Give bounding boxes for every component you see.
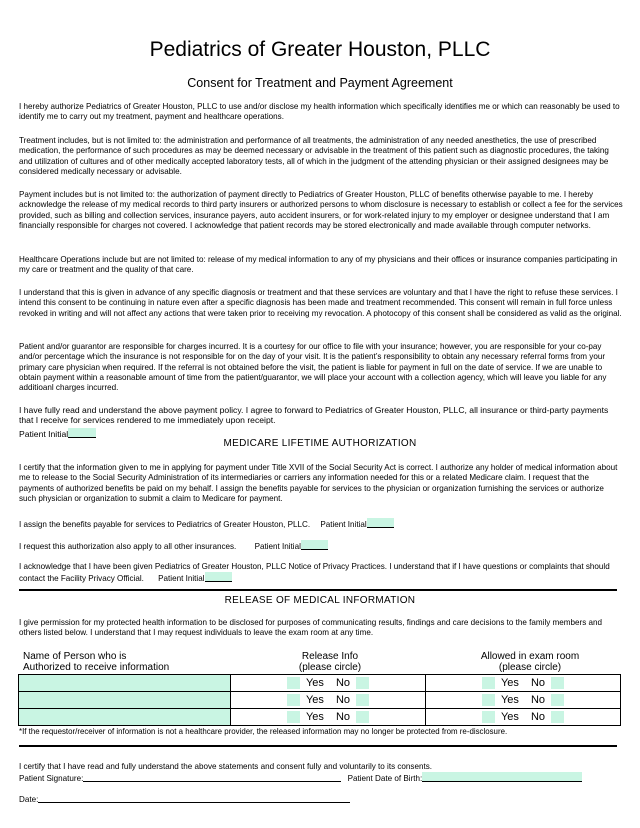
date-field[interactable]	[38, 793, 350, 803]
payment-paragraph: Payment includes but is not limited to: the authorization of payment directly to Pediatrics of Greater Houston, PLLC of benefits otherwise payable to me. I hereby acknowledge the release of my medical records to third party insurers or authorized persons to whom disclosure is necessary to establish or collect a fee for the services provided, such as billing and collection services, insurance payers, auto accident insurers, or for work-related injury to my employer or designee understand that I am financially responsible for charges not covered. I acknowledge that patient records may be stored electronically and made available through computer networks.	[19, 190, 623, 230]
document-title: Pediatrics of Greater Houston, PLLC	[149, 38, 491, 61]
exam-room-choice	[426, 709, 621, 726]
medicare-heading: MEDICARE LIFETIME AUTHORIZATION	[223, 438, 417, 449]
name-column-header-line2: Authorized to receive information	[23, 662, 170, 673]
patient-initial-label: Patient Initial	[254, 542, 301, 551]
exam-column-header	[460, 651, 600, 673]
patient-initial-label: Patient Initial	[158, 574, 205, 584]
document-subtitle: Consent for Treatment and Payment Agreement	[187, 76, 453, 90]
section-divider	[19, 589, 617, 591]
release-column-header-line1: Release Info	[301, 651, 359, 662]
table-row	[19, 692, 621, 709]
name-column-header-line1: Name of Person who is	[23, 651, 127, 662]
release-info-choice	[231, 692, 426, 709]
release-column-header	[270, 651, 390, 673]
request-authorization-text: I request this authorization also apply to all other insurances.	[19, 542, 237, 551]
date-label: Date:	[19, 795, 39, 804]
operations-paragraph: Healthcare Operations include but are not limited to: release of my medical information to any of my physicians and their offices or insurance companies participating in my care or treatment and the quality of that care.	[19, 255, 618, 275]
no-checkbox[interactable]	[551, 711, 564, 723]
patient-initial-field[interactable]	[205, 572, 232, 582]
release-paragraph: I give permission for my protected health information to be disclosed for purposes of communicating results, findings and care decisions to the family members and others listed below. I understand that I may request individuals to leave the exam room at any time.	[19, 618, 603, 638]
responsibility-paragraph: Patient and/or guarantor are responsible for charges incurred. It is a courtesy for our office to file with your insurance; however, you are responsible for your co-pay and/or percentage which the insurance is not responsible for on the day of your visit. It is the patient’s responsibility to obtain any necessary referral forms from your primary care physician when required. If the referral is not obtained before the visit, the patient is liable for payment in full on the date of service. If we are unable to obtain payment within a reasonable amount of time from the patient/guarantor, we will place your account with a collection agency, which will leave you liable for any additioanl charges incurred.	[19, 342, 607, 393]
certify-statement: I certify that I have read and fully understand the above statements and consent fully and voluntarily to its consents.	[19, 762, 433, 771]
patient-initial-field[interactable]	[68, 428, 96, 438]
name-column-header	[23, 651, 169, 673]
yes-checkbox[interactable]	[287, 711, 300, 723]
exam-room-choice	[426, 692, 621, 709]
privacy-acknowledge-row	[19, 562, 623, 585]
release-heading: RELEASE OF MEDICAL INFORMATION	[224, 595, 416, 606]
no-checkbox[interactable]	[356, 694, 369, 706]
assign-benefits-row	[19, 518, 394, 529]
patient-initial-label: Patient Initial	[320, 520, 367, 529]
signature-row	[19, 772, 582, 783]
authorized-person-name-field[interactable]	[19, 675, 231, 692]
patient-signature-field[interactable]	[83, 772, 341, 782]
yes-label[interactable]: Yes	[305, 694, 324, 706]
patient-initial-label: Patient Initial	[19, 429, 69, 439]
no-label[interactable]: No	[530, 694, 545, 706]
table-row	[19, 675, 621, 692]
no-checkbox[interactable]	[551, 694, 564, 706]
treatment-paragraph: Treatment includes, but is not limited to: the administration and performance of all treatments, the administration of any needed anesthetics, the use of prescribed medication, the performance of such procedures as may be deemed necessary or advisable in the treatment of this patient such as diagnostic procedures, the taking and utilization of cultures and of other medically accepted laboratory tests, all of which in the judgment of the attending physician or their assigned designees may be considered medically necessary or advisable.	[19, 136, 609, 176]
yes-label[interactable]: Yes	[500, 711, 519, 723]
authorized-persons-table	[18, 674, 621, 726]
date-of-birth-field[interactable]	[422, 772, 582, 782]
release-info-choice	[231, 709, 426, 726]
no-label[interactable]: No	[530, 711, 545, 723]
privacy-acknowledge-text: I acknowledge that I have been given Pediatrics of Greater Houston, PLLC Notice of Privacy Practices. I understand that if I have questions or complaints that should contact the Facility Privacy Official.	[19, 562, 610, 584]
no-checkbox[interactable]	[356, 677, 369, 689]
authorized-person-name-field[interactable]	[19, 709, 231, 726]
exam-column-header-line1: Allowed in exam room	[480, 651, 580, 662]
redisclosure-footnote: *If the requestor/receiver of information is not a healthcare provider, the released information may no longer be protected from re-disclosure.	[19, 727, 508, 736]
no-label[interactable]: No	[530, 677, 545, 689]
date-row	[19, 793, 350, 804]
yes-checkbox[interactable]	[287, 677, 300, 689]
yes-checkbox[interactable]	[482, 694, 495, 706]
section-divider	[19, 745, 617, 747]
date-of-birth-label: Patient Date of Birth:	[347, 774, 423, 783]
yes-label[interactable]: Yes	[500, 677, 519, 689]
patient-signature-label: Patient Signature:	[19, 774, 84, 783]
no-label[interactable]: No	[335, 694, 350, 706]
exam-column-header-line2: (please circle)	[498, 662, 562, 673]
patient-initial-field[interactable]	[301, 540, 328, 550]
patient-initial-field[interactable]	[367, 518, 394, 528]
release-info-choice	[231, 675, 426, 692]
authorized-person-name-field[interactable]	[19, 692, 231, 709]
release-column-header-line2: (please circle)	[298, 662, 362, 673]
exam-room-choice	[426, 675, 621, 692]
voluntary-consent-paragraph: I understand that this is given in advance of any specific diagnosis or treatment and that these services are voluntary and that I have the right to refuse these services. I intend this consent to be continuing in nature even after a specific diagnosis has been made and treatment recommended. This consent will remain in full force unless revoked in writing and will not affect any actions that were taken prior to receiving my revocation. A photocopy of this consent shall be considered as valid as the original.	[19, 288, 622, 318]
no-checkbox[interactable]	[551, 677, 564, 689]
request-authorization-row	[19, 540, 328, 551]
payment-policy-paragraph: I have fully read and understand the above payment policy. I agree to forward to Pediatrics of Greater Houston, PLLC, all insurance or third-party payments that I receive for services rendered to me immediately upon receipt.	[19, 405, 609, 426]
yes-label[interactable]: Yes	[305, 677, 324, 689]
medicare-paragraph: I certify that the information given to me in applying for payment under Title XVII of the Social Security Act is correct. I authorize any holder of medical information about me to release to the Social Security Administration of its intermediaries or carriers any information needed for this or a related Medicare claim. I request that the payments of authorized benefits be paid on my behalf. I assign the benefits payable for services to the physician or organization furnishing the services or authorize such physician or organization to submit a claim to Medicare for payment.	[19, 463, 618, 503]
no-checkbox[interactable]	[356, 711, 369, 723]
yes-label[interactable]: Yes	[305, 711, 324, 723]
yes-checkbox[interactable]	[482, 711, 495, 723]
table-row	[19, 709, 621, 726]
authorization-paragraph: I hereby authorize Pediatrics of Greater Houston, PLLC to use and/or disclose my health information which specifically identifies me or which can reasonably be used to identify me to carry out my treatment, payment and healthcare operations.	[19, 102, 620, 122]
yes-label[interactable]: Yes	[500, 694, 519, 706]
yes-checkbox[interactable]	[482, 677, 495, 689]
assign-benefits-text: I assign the benefits payable for services to Pediatrics of Greater Houston, PLLC.	[19, 520, 311, 529]
yes-checkbox[interactable]	[287, 694, 300, 706]
no-label[interactable]: No	[335, 677, 350, 689]
no-label[interactable]: No	[335, 711, 350, 723]
